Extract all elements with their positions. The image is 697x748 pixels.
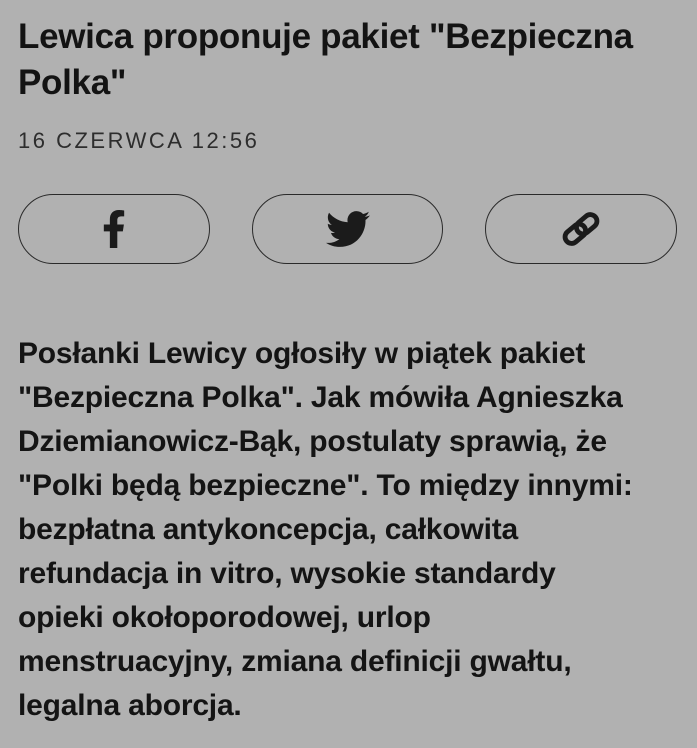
share-link-button[interactable] [485, 194, 677, 264]
twitter-icon [326, 207, 370, 251]
text-line: "Polki będą bezpieczne". To między innymi: [18, 469, 633, 502]
article-timestamp: 16 CZERWCA 12:56 [18, 128, 260, 153]
text-line: bezpłatna antykoncepcja, całkowita [18, 513, 519, 546]
text-line: Posłanki Lewicy ogłosiły w piątek pakiet [18, 337, 586, 370]
text-line: menstruacyjny, zmiana definicji gwałtu, [18, 645, 572, 678]
text-line: refundacja in vitro, wysokie standardy [18, 557, 556, 590]
article-body [18, 332, 677, 728]
article-title [18, 14, 677, 106]
text-line: "Bezpieczna Polka". Jak mówiła Agnieszka [18, 381, 623, 414]
share-twitter-button[interactable] [252, 194, 444, 264]
facebook-icon [102, 210, 126, 248]
text-line: Polka" [18, 63, 127, 102]
link-icon [557, 208, 605, 250]
text-line: opieki okołoporodowej, urlop [18, 601, 431, 634]
text-line: legalna aborcja. [18, 689, 242, 722]
text-line: Dziemianowicz-Bąk, postulaty sprawią, że [18, 425, 607, 458]
text-line: Lewica proponuje pakiet "Bezpieczna [18, 17, 633, 56]
share-buttons-row [18, 194, 677, 264]
share-facebook-button[interactable] [18, 194, 210, 264]
